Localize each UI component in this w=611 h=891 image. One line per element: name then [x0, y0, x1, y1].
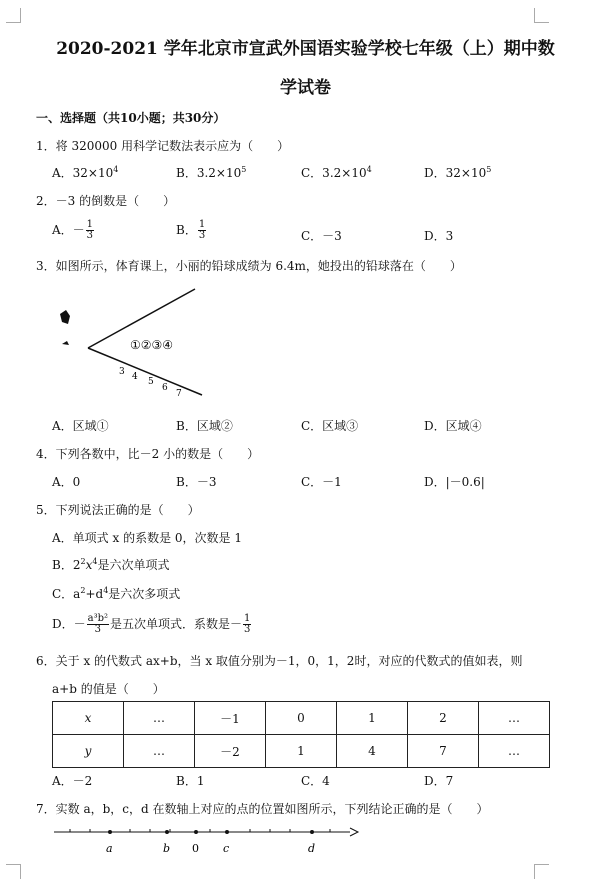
table-cell: y	[53, 735, 124, 768]
table-cell: …	[124, 702, 195, 735]
q2-option-a: A．－ $\frac{1}{3}$	[52, 219, 94, 241]
table-cell: 1	[266, 735, 337, 768]
q3-stem: 3．如图所示，体育课上，小丽的铅球成绩为 6.4m，她投出的铅球落在（ ）	[36, 259, 462, 273]
tick-4: 4	[132, 372, 138, 382]
q3-option-b: B．区域②	[176, 419, 233, 433]
crop-mark-bottom-right	[534, 864, 549, 879]
point-b: b	[163, 842, 171, 855]
table-cell: －1	[195, 702, 266, 735]
table-cell: 4	[337, 735, 408, 768]
exam-title-line1: 2020-2021 学年北京市宣武外国语实验学校七年级（上）期中数	[56, 39, 555, 59]
q6-option-b: B．1	[176, 774, 205, 788]
point-a: a	[106, 842, 113, 855]
table-cell: 7	[408, 735, 479, 768]
q1-option-c: C．$3.2\times 10^4$	[301, 165, 372, 180]
q3-option-a: A．区域①	[52, 419, 109, 433]
table-cell: …	[479, 702, 550, 735]
table-cell: 0	[266, 702, 337, 735]
q1-option-b: B．$3.2\times 10^5$	[176, 165, 247, 180]
tick-7: 7	[176, 389, 182, 399]
exam-title-line2: 学试卷	[280, 78, 331, 98]
q1-option-d: D．$32\times 10^5$	[424, 165, 492, 180]
table-cell: x	[53, 702, 124, 735]
tick-6: 6	[162, 383, 168, 393]
q5-option-c: C．$a^2+d^4$是六次多项式	[52, 586, 181, 601]
crop-mark-bottom-left	[6, 864, 21, 879]
table-cell: －2	[195, 735, 266, 768]
q1-option-a: A．$32\times 10^4$	[52, 165, 119, 180]
q4-option-a: A．0	[52, 475, 81, 489]
section-heading: 一、选择题（共10小题；共30分）	[36, 111, 226, 125]
q2-option-d: D．3	[424, 229, 454, 243]
q4-option-d: D．|－0.6|	[424, 475, 485, 489]
q6-option-a: A．－2	[52, 774, 93, 788]
crop-mark-top-right	[534, 8, 549, 23]
q2-option-b: B． $\frac{1}{3}$	[176, 219, 206, 241]
q5-option-d: D．－ $\frac{\text{a³b²}}{3}$ 是五次单项式．系数是－ $\frac{1}{3}$	[52, 613, 251, 635]
crop-mark-top-left	[6, 8, 21, 23]
q7-stem: 7．实数 a，b，c，d 在数轴上对应的点的位置如图所示，下列结论正确的是（ ）	[36, 802, 489, 816]
point-c: c	[223, 842, 230, 855]
q5-option-b: B．$2^2x^4$是六次单项式	[52, 557, 170, 572]
q6-option-c: C．4	[301, 774, 330, 788]
q6-stem-line1: 6．关于 x 的代数式 ax+b，当 x 取值分别为－1，0，1，2时，对应的代数式的值如表，则	[36, 654, 523, 668]
table-cell: 2	[408, 702, 479, 735]
number-line-figure	[50, 822, 370, 858]
table-cell: …	[479, 735, 550, 768]
tick-5: 5	[148, 377, 154, 387]
table-cell: 1	[337, 702, 408, 735]
q5-stem: 5．下列说法正确的是（ ）	[36, 503, 200, 517]
q3-option-d: D．区域④	[424, 419, 482, 433]
table-row	[53, 702, 550, 735]
q6-value-table	[52, 701, 550, 768]
point-zero: 0	[192, 842, 199, 855]
q1-stem: 1．将 320000 用科学记数法表示应为（ ）	[36, 139, 290, 153]
shot-put-figure	[52, 282, 212, 402]
region-labels: ①②③④	[130, 338, 174, 352]
point-d: d	[308, 842, 316, 855]
q6-option-d: D．7	[424, 774, 454, 788]
q3-option-c: C．区域③	[301, 419, 359, 433]
q6-stem-line2: a+b 的值是（ ）	[52, 682, 165, 696]
q4-option-c: C．－1	[301, 475, 342, 489]
table-cell: …	[124, 735, 195, 768]
tick-3: 3	[119, 367, 125, 377]
table-row	[53, 735, 550, 768]
q4-option-b: B．－3	[176, 475, 217, 489]
q4-stem: 4．下列各数中，比－2 小的数是（ ）	[36, 447, 260, 461]
q2-option-c: C．－3	[301, 229, 342, 243]
q2-stem: 2．－3 的倒数是（ ）	[36, 194, 176, 208]
q5-option-a: A．单项式 x 的系数是 0，次数是 1	[52, 531, 242, 545]
